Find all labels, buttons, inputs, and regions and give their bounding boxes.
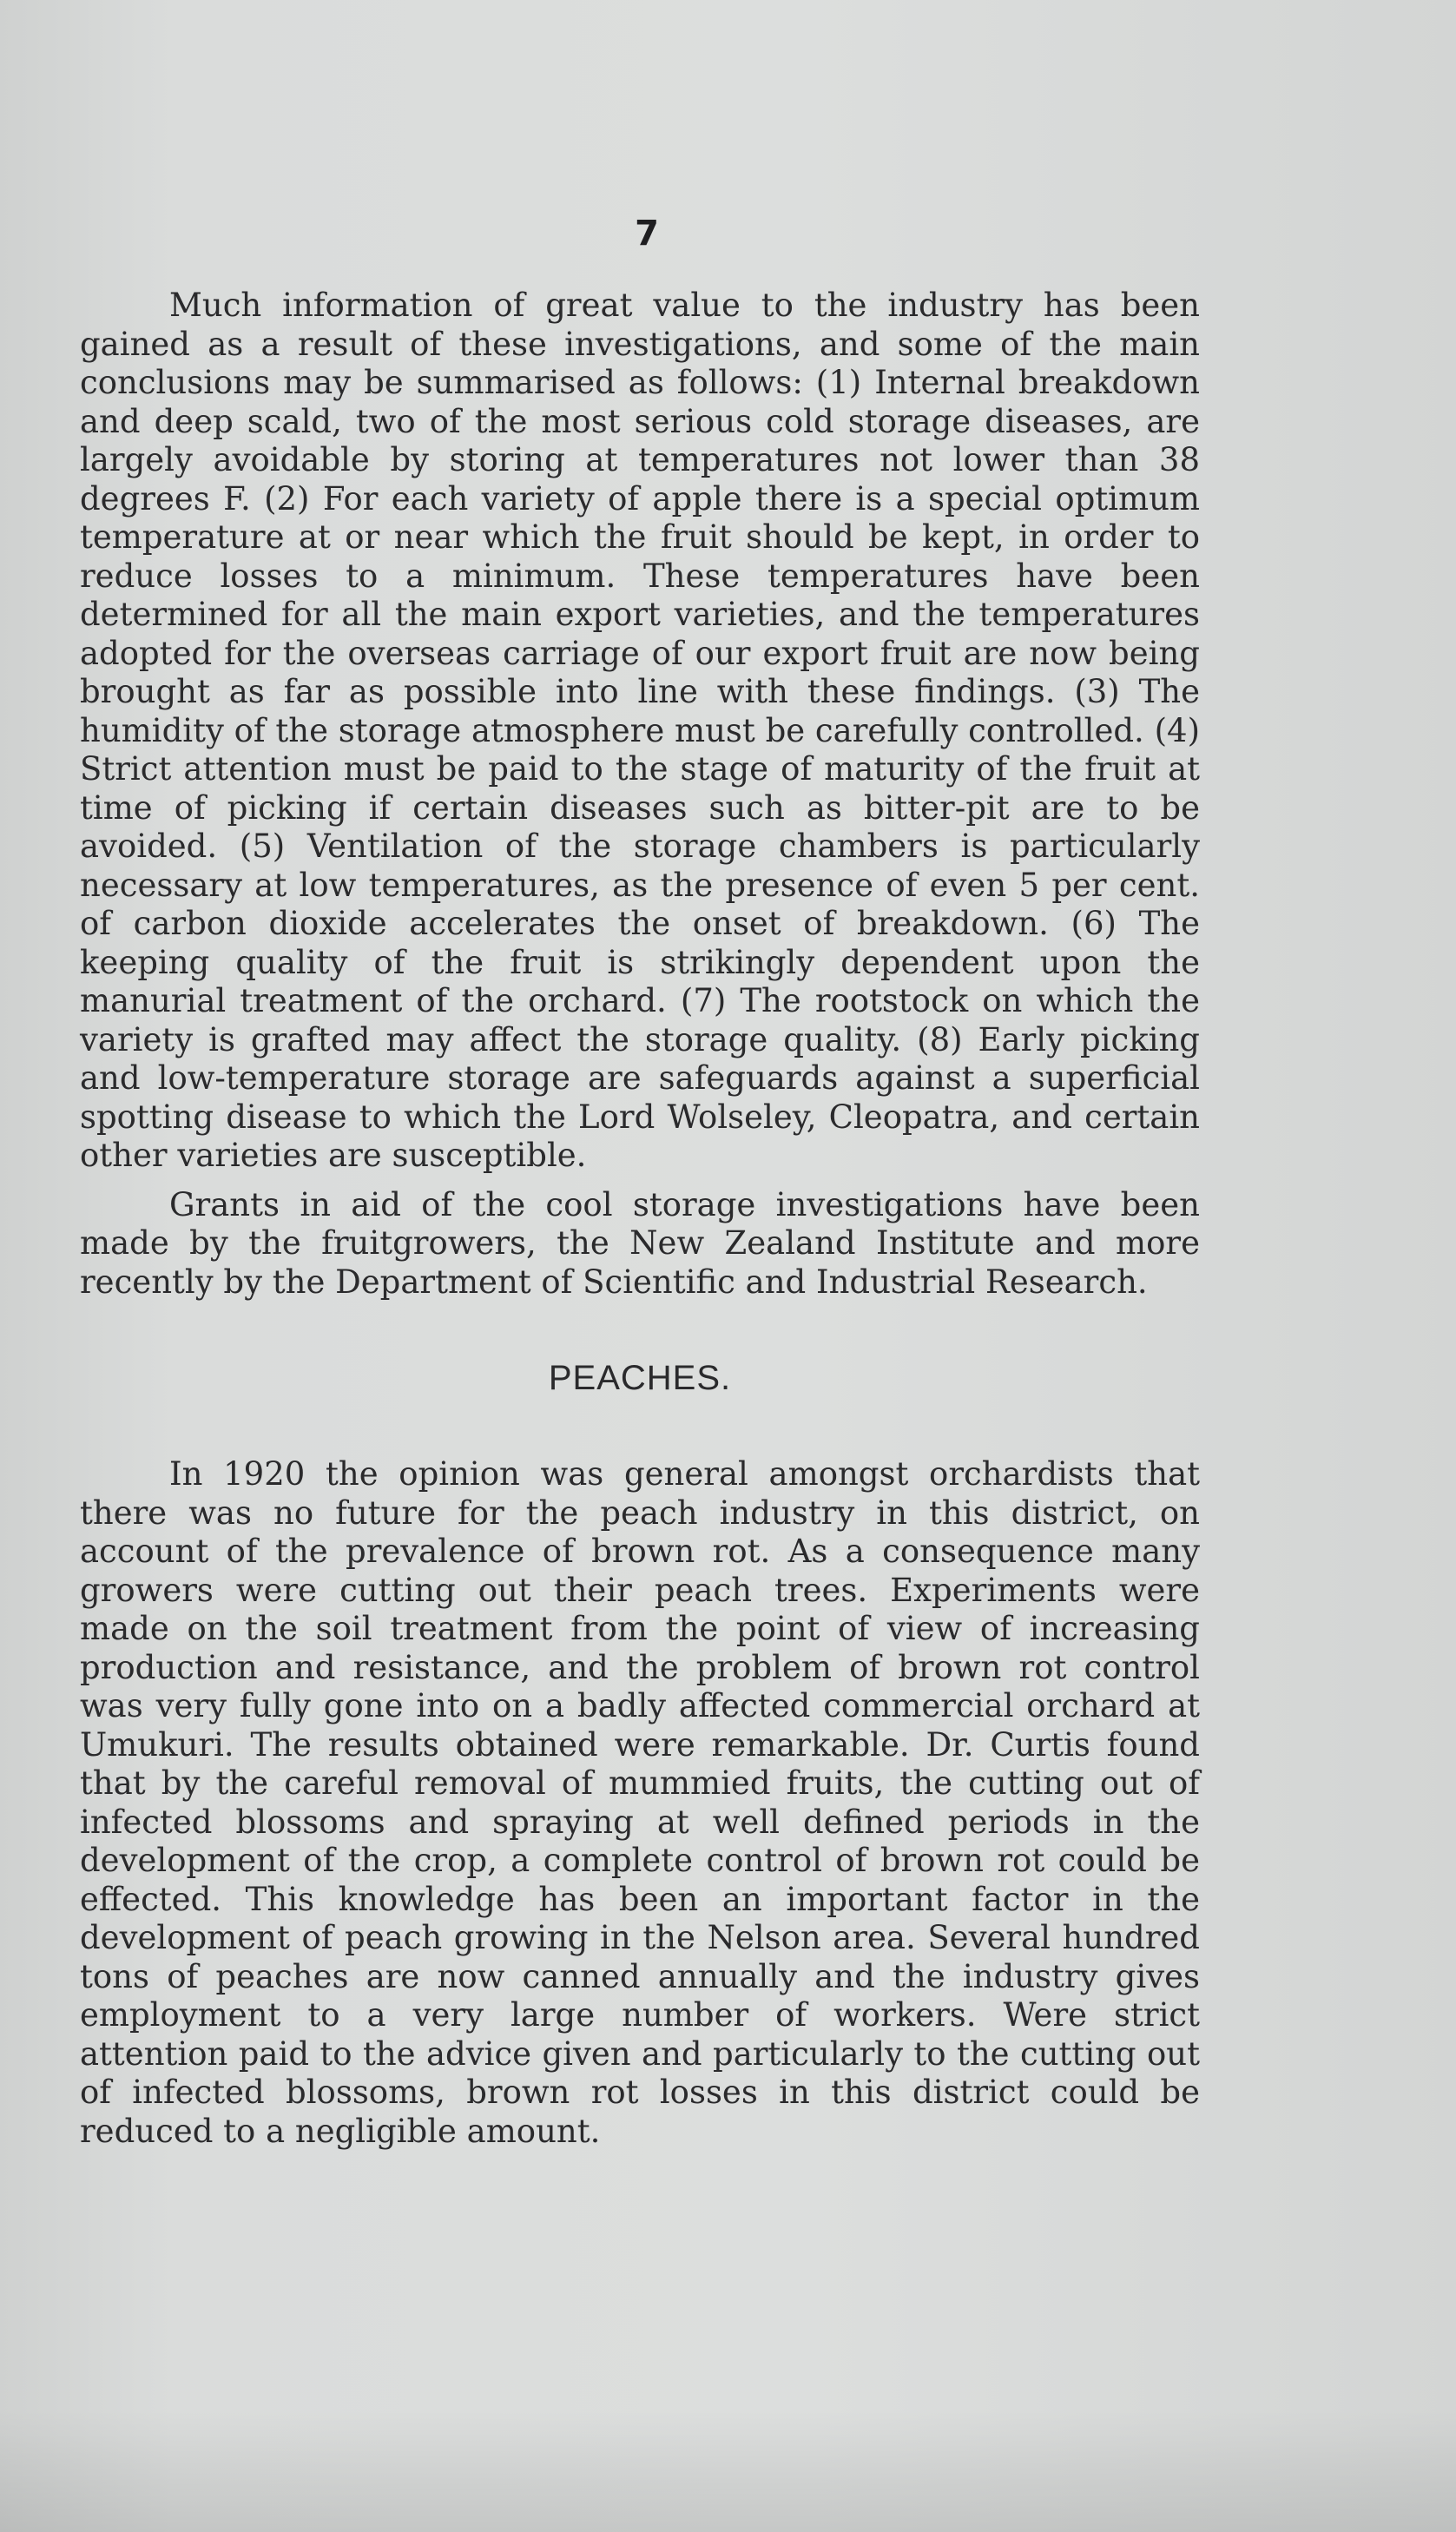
page-body	[80, 287, 1200, 2151]
page-number: 7	[635, 214, 659, 254]
page-shadow	[0, 2410, 1456, 2532]
paragraph-grants: Grants in aid of the cool storage investigations have been made by the fruitgrowers, the New Zealand Institute and more recently by the Department of Scientific and Industrial Research.	[80, 1185, 1200, 1301]
paragraph-storage-conclusions: Much information of great value to the industry has been gained as a result of these investigations, and some of the main conclusions may be summarised as follows: (1) Internal breakdown and deep scald, two of the most serious cold storage diseases, are largely avoidable by storing at temperatures not lower than 38 degrees F. (2) For each variety of apple there is a special optimum temperature at or near which the fruit should be kept, in order to reduce losses to a minimum. These temperatures have been determined for all the main export varieties, and the temperatures adopted for the overseas carriage of our export fruit are now being brought as far as possible into line with these findings. (3) The humidity of the storage atmosphere must be carefully controlled. (4) Strict attention must be paid to the stage of maturity of the fruit at time of picking if certain diseases such as bitter-pit are to be avoided. (5) Ventilation of the storage chambers is particularly necessary at low temperatures, as the presence of even 5 per cent. of carbon dioxide accelerates the onset of breakdown. (6) The keeping quality of the fruit is strikingly dependent upon the manurial treatment of the orchard. (7) The rootstock on which the variety is grafted may affect the storage quality. (8) Early picking and low-temperature storage are safeguards against a superficial spotting disease to which the Lord Wolseley, Cleopatra, and certain other varieties are susceptible.	[80, 287, 1200, 1174]
section-heading-peaches: PEACHES.	[548, 1359, 732, 1397]
paragraph-peaches: In 1920 the opinion was general amongst orchardists that there was no future for the peach industry in this district, on account of the prevalence of brown rot. As a consequence many growers were cutting out their peach trees. Experiments were made on the soil treatment from the point of view of increasing production and resistance, and the problem of brown rot control was very fully gone into on a badly affected commercial orchard at Umukuri. The results obtained were remarkable. Dr. Curtis found that by the careful removal of mummied fruits, the cutting out of infected blossoms and spraying at well defined periods in the development of the crop, a complete control of brown rot could be effected. This knowledge has been an important factor in the development of peach growing in the Nelson area. Several hundred tons of peaches are now canned annually and the industry gives employment to a very large number of workers. Were strict attention paid to the advice given and particularly to the cutting out of infected blossoms, brown rot losses in this district could be reduced to a negligible amount.	[80, 1455, 1200, 2150]
